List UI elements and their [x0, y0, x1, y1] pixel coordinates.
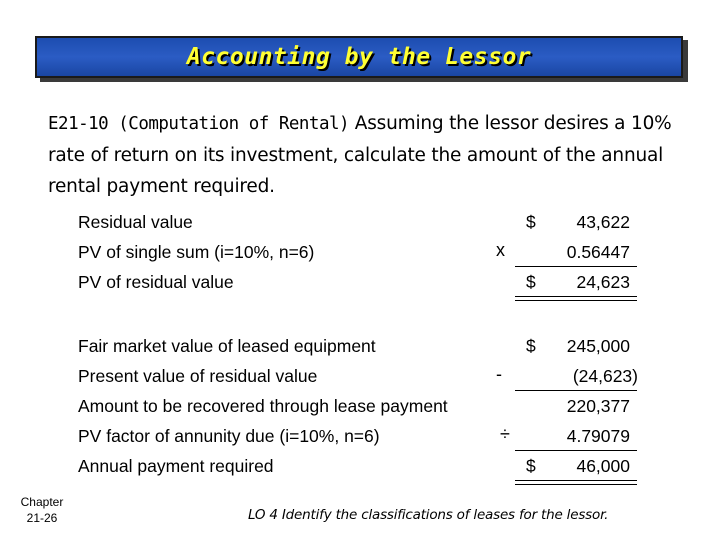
problem-statement — [48, 108, 688, 202]
row-label: Residual value — [78, 212, 193, 232]
row-value: 220,377 — [566, 396, 630, 416]
row-label: Amount to be recovered through lease payment — [78, 396, 448, 416]
calc-row — [78, 454, 648, 480]
row-value: 24,623 — [576, 272, 630, 292]
subtotal-rule — [515, 450, 637, 451]
row-value: 245,000 — [566, 336, 630, 356]
total-double-rule-bottom — [515, 484, 637, 485]
row-label: Annual payment required — [78, 456, 274, 476]
row-label: Fair market value of leased equipment — [78, 336, 376, 356]
row-label: PV of residual value — [78, 272, 234, 292]
row-value: 0.56447 — [566, 242, 630, 262]
problem-text: Assuming the lessor desires a 10% rate of return on its investment, calculate the amount of the annual rental payment required. — [48, 113, 672, 197]
dollar-sign: $ — [526, 272, 536, 292]
calc-row — [78, 394, 648, 420]
row-label: PV of single sum (i=10%, n=6) — [78, 242, 315, 262]
chapter-title: Chapter — [20, 495, 64, 509]
chapter-number: 21-26 — [26, 511, 58, 525]
subtotal-rule — [515, 390, 637, 391]
dollar-sign: $ — [526, 456, 536, 476]
row-value: 46,000 — [576, 456, 630, 476]
row-value: (24,623) — [572, 366, 638, 386]
exercise-code: E21-10 (Computation of Rental) — [48, 114, 350, 134]
title-banner — [35, 36, 683, 78]
calc-row — [78, 364, 648, 390]
dollar-sign: $ — [526, 212, 536, 232]
learning-objective: LO 4 Identify the classifications of leases for the lessor. — [248, 507, 609, 523]
calc-row — [78, 240, 648, 266]
total-double-rule-bottom — [515, 300, 637, 301]
total-double-rule-top — [515, 296, 637, 297]
row-value: 4.79079 — [566, 426, 630, 446]
row-operator: x — [496, 240, 505, 260]
subtotal-rule — [515, 266, 637, 267]
row-label: PV factor of annunity due (i=10%, n=6) — [78, 426, 380, 446]
calc-row — [78, 210, 648, 236]
total-double-rule-top — [515, 480, 637, 481]
row-value: 43,622 — [576, 212, 630, 232]
calc-row — [78, 424, 648, 450]
calc-row — [78, 270, 648, 296]
slide-title: Accounting by the Lessor — [186, 44, 532, 70]
row-operator: - — [496, 364, 502, 384]
dollar-sign: $ — [526, 336, 536, 356]
calc-row — [78, 334, 648, 360]
row-operator: ÷ — [500, 424, 510, 444]
row-label: Present value of residual value — [78, 366, 318, 386]
chapter-label — [10, 494, 74, 526]
